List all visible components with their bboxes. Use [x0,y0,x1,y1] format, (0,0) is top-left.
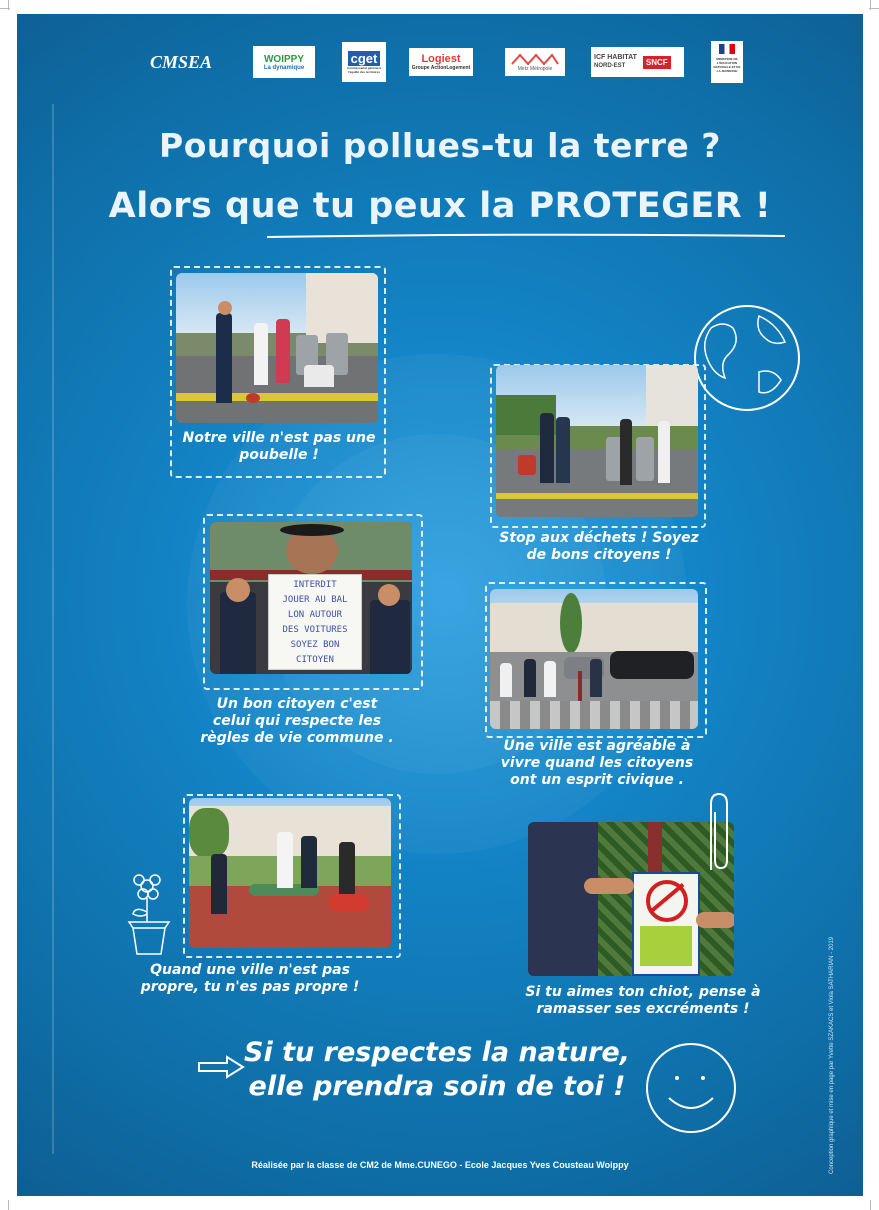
caption-5: Quand une ville n'est pas propre, tu n'es pas propre ! [140,962,360,995]
title-line-1: Pourquoi pollues-tu la terre ? [159,126,721,165]
partner-logos [17,40,863,90]
ministere-logo: MINISTÈRE DE L'ÉDUCATION NATIONALE ET DE LA JEUNESSE [711,41,743,83]
woippy-logo: WOIPPY La dynamique [253,46,315,78]
cmsea-logo: CMSEA [149,51,213,72]
marianne-icon [719,44,735,54]
metz-logo: Metz Métropole [505,48,565,76]
slogan-line-1: Si tu respectes la nature, [244,1037,630,1068]
photo-children-waste [496,365,698,517]
paperclip-icon [701,790,733,880]
flower-pot-icon [121,872,191,962]
icf-logo: ICF HABITAT NORD-EST SNCF [591,47,684,77]
crop-mark [869,8,879,9]
slogan-line-2: elle prendra soin de toi ! [248,1071,626,1102]
caption-4: Une ville est agréable à vivre quand les citoyens ont un esprit civique . [500,738,694,788]
metz-emblem-icon [510,52,560,66]
crop-mark [870,1200,871,1210]
hand-written-sign: INTERDIT JOUER AU BAL LON AUTOUR DES VOITURES SOYEZ BON CITOYEN [268,574,362,670]
design-credit: Conception graphique et mise en page par Yvette SZAKACS et Viola SATHARIAN - 2019 [829,936,835,1174]
logiest-logo: Logiest Groupe ActionLogement [409,48,473,76]
photo-sign [210,522,412,674]
photo-children-bins [176,273,378,423]
cget-logo: cget Commissariat général à l'égalité des territoires [342,42,386,82]
title-line-2: Alors que tu peux la PROTEGER ! [108,186,772,226]
footer-credit: Réalisée par la classe de CM2 de Mme.CUNEGO - Ecole Jacques Yves Cousteau Woippy [251,1160,629,1170]
globe-icon [689,302,809,414]
poster [17,14,863,1196]
slogan [227,1036,647,1104]
caption-3: Un bon citoyen c'est celui qui respecte les règles de vie commune . [200,696,394,746]
crop-mark [8,1200,9,1210]
caption-1: Notre ville n'est pas une poubelle ! [182,430,376,463]
caption-2: Stop aux déchets ! Soyez de bons citoyens ! [499,530,699,563]
crop-mark [0,8,10,9]
photo-playground [189,798,391,948]
no-dog-sign [632,872,700,976]
title-underline [267,232,787,240]
photo-street [490,589,698,729]
smiley-icon [643,1040,739,1136]
caption-6: Si tu aimes ton chiot, pense à ramasser ses excréments ! [525,984,761,1017]
